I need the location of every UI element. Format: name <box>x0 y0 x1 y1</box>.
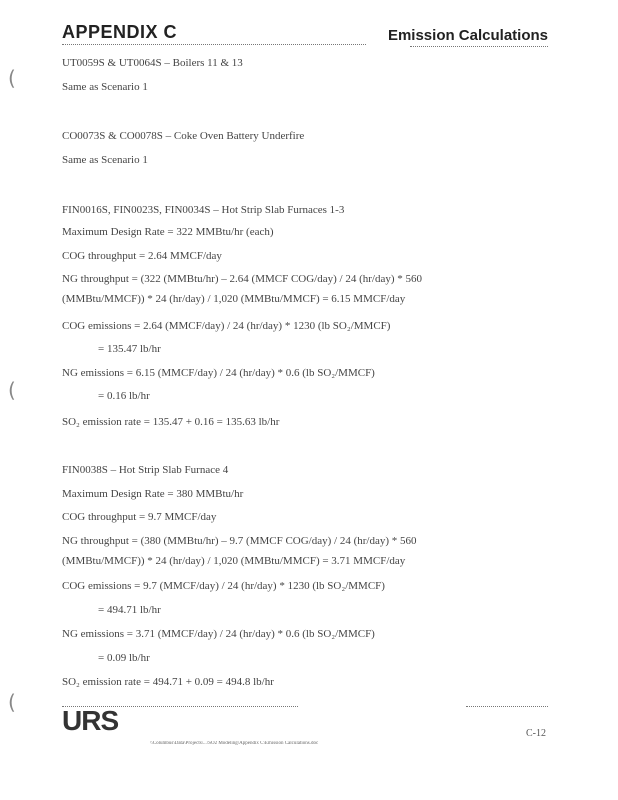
text-line: Maximum Design Rate = 380 MMBtu/hr <box>62 488 244 500</box>
punch-hole-mark: ( <box>8 378 16 402</box>
punch-hole-mark: ( <box>8 66 16 90</box>
unit-heading-boilers: UT0059S & UT0064S – Boilers 11 & 13 <box>62 57 243 69</box>
unit-heading-furnace-4: FIN0038S – Hot Strip Slab Furnace 4 <box>62 464 229 476</box>
file-path-footnote: \\Columbus\Data\Projects\...\SO2 Modeling\Appendix C\Emission Calculations.doc <box>150 741 319 746</box>
text-line: NG throughput = (322 (MMBtu/hr) – 2.64 (MMCF COG/day) / 24 (hr/day) * 560 <box>62 273 423 285</box>
section-title: Emission Calculations <box>387 27 548 44</box>
text-line: COG throughput = 2.64 MMCF/day <box>62 250 222 262</box>
text-line: COG emissions = 2.64 (MMCF/day) / 24 (hr/day) * 1230 (lb SO₂/MMCF) <box>62 320 391 332</box>
unit-heading-furnaces-1-3: FIN0016S, FIN0023S, FIN0034S – Hot Strip Slab Furnaces 1-3 <box>62 204 345 216</box>
text-line: = 135.47 lb/hr <box>98 343 161 355</box>
text-line: COG throughput = 9.7 MMCF/day <box>62 511 217 523</box>
header-divider <box>62 44 366 45</box>
text-line: = 494.71 lb/hr <box>98 604 161 616</box>
text-line: COG emissions = 9.7 (MMCF/day) / 24 (hr/day) * 1230 (lb SO₂/MMCF) <box>62 580 385 592</box>
text-line: NG emissions = 3.71 (MMCF/day) / 24 (hr/day) * 0.6 (lb SO₂/MMCF) <box>62 628 375 640</box>
text-line: = 0.09 lb/hr <box>98 652 150 664</box>
footer-divider-right <box>466 706 548 707</box>
company-logo: URS <box>62 705 119 736</box>
text-line: Same as Scenario 1 <box>62 81 148 93</box>
text-line: = 0.16 lb/hr <box>98 390 150 402</box>
header-divider-right <box>410 46 548 47</box>
text-line: NG emissions = 6.15 (MMCF/day) / 24 (hr/day) * 0.6 (lb SO₂/MMCF) <box>62 367 375 379</box>
text-line: Maximum Design Rate = 322 MMBtu/hr (each) <box>62 226 274 238</box>
text-line: (MMBtu/MMCF)) * 24 (hr/day) / 1,020 (MMBtu/MMCF) = 6.15 MMCF/day <box>62 293 406 305</box>
appendix-heading: APPENDIX C <box>62 22 178 42</box>
text-line: (MMBtu/MMCF)) * 24 (hr/day) / 1,020 (MMBtu/MMCF) = 3.71 MMCF/day <box>62 555 406 567</box>
text-line: SO₂ emission rate = 135.47 + 0.16 = 135.63 lb/hr <box>62 416 280 428</box>
unit-heading-coke-oven: CO0073S & CO0078S – Coke Oven Battery Underfire <box>62 130 305 142</box>
text-line: SO₂ emission rate = 494.71 + 0.09 = 494.8 lb/hr <box>62 676 274 688</box>
page-number: C-12 <box>526 728 546 739</box>
text-line: Same as Scenario 1 <box>62 154 148 166</box>
text-line: NG throughput = (380 (MMBtu/hr) – 9.7 (MMCF COG/day) / 24 (hr/day) * 560 <box>62 535 417 547</box>
punch-hole-mark: ( <box>8 690 16 714</box>
